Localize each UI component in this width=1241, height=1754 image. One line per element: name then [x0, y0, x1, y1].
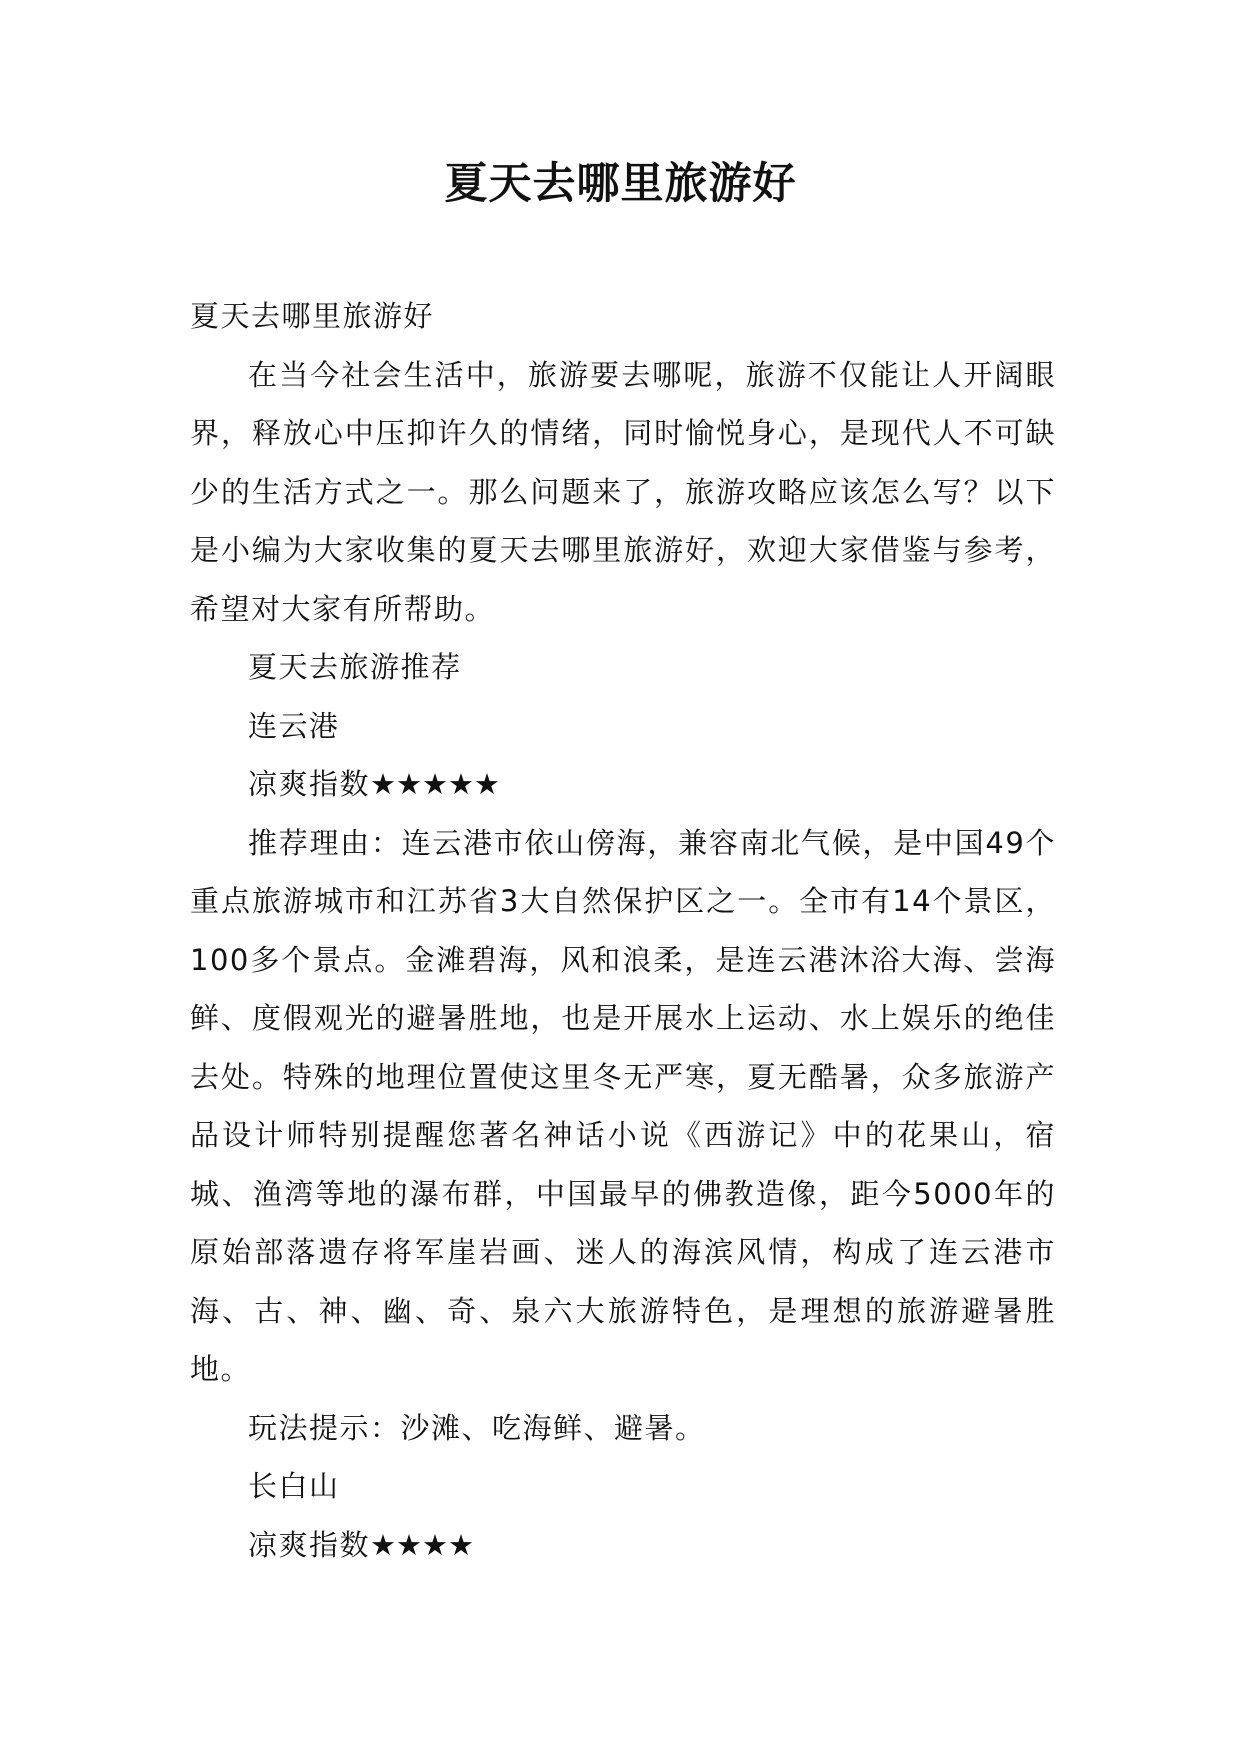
coolness-label: 凉爽指数 [248, 1527, 371, 1562]
section-heading: 夏天去旅游推荐 [248, 650, 462, 684]
star-rating-icon: ★★★★ [370, 1527, 475, 1562]
coolness-rating [190, 755, 1056, 814]
coolness-rating [190, 1516, 1056, 1575]
destination-name: 连云港 [248, 708, 340, 743]
tips-paragraph: 玩法提示：沙滩、吃海鲜、避暑。 [248, 1410, 706, 1445]
star-rating-icon: ★★★★★ [370, 767, 501, 801]
coolness-label: 凉爽指数 [248, 767, 371, 801]
intro-heading: 夏天去哪里旅游好 [190, 299, 435, 333]
document-body [190, 287, 1056, 1574]
recommendation-paragraph: 推荐理由：连云港市依山傍海，兼容南北气候，是中国49个重点旅游城市和江苏省3大自然保护区之一。全市有14个景区，100多个景点。金滩碧海，风和浪柔，是连云港沐浴大海、尝海鲜、度假观光的避暑胜地，也是开展水上运动、水上娱乐的绝佳去处。特殊的地理位置使这里冬无严寒，夏无酷暑，众多旅游产品设计师特别提醒您著名神话小说《西游记》中的花果山，宿城、渔湾等地的瀑布群，中国最早的佛教造像，距今5000年的原始部落遗存将军崖岩画、迷人的海滨风情，构成了连云港市海、古、神、幽、奇、泉六大旅游特色，是理想的旅游避暑胜地。 [190, 825, 1056, 1386]
intro-paragraph: 在当今社会生活中，旅游要去哪呢，旅游不仅能让人开阔眼界，释放心中压抑许久的情绪，同时愉悦身心，是现代人不可缺少的生活方式之一。那么问题来了，旅游攻略应该怎么写？以下是小编为大家收集的夏天去哪里旅游好，欢迎大家借鉴与参考，希望对大家有所帮助。 [190, 357, 1056, 626]
destination-name: 长白山 [248, 1469, 340, 1503]
document-title: 夏天去哪里旅游好 [444, 159, 797, 209]
